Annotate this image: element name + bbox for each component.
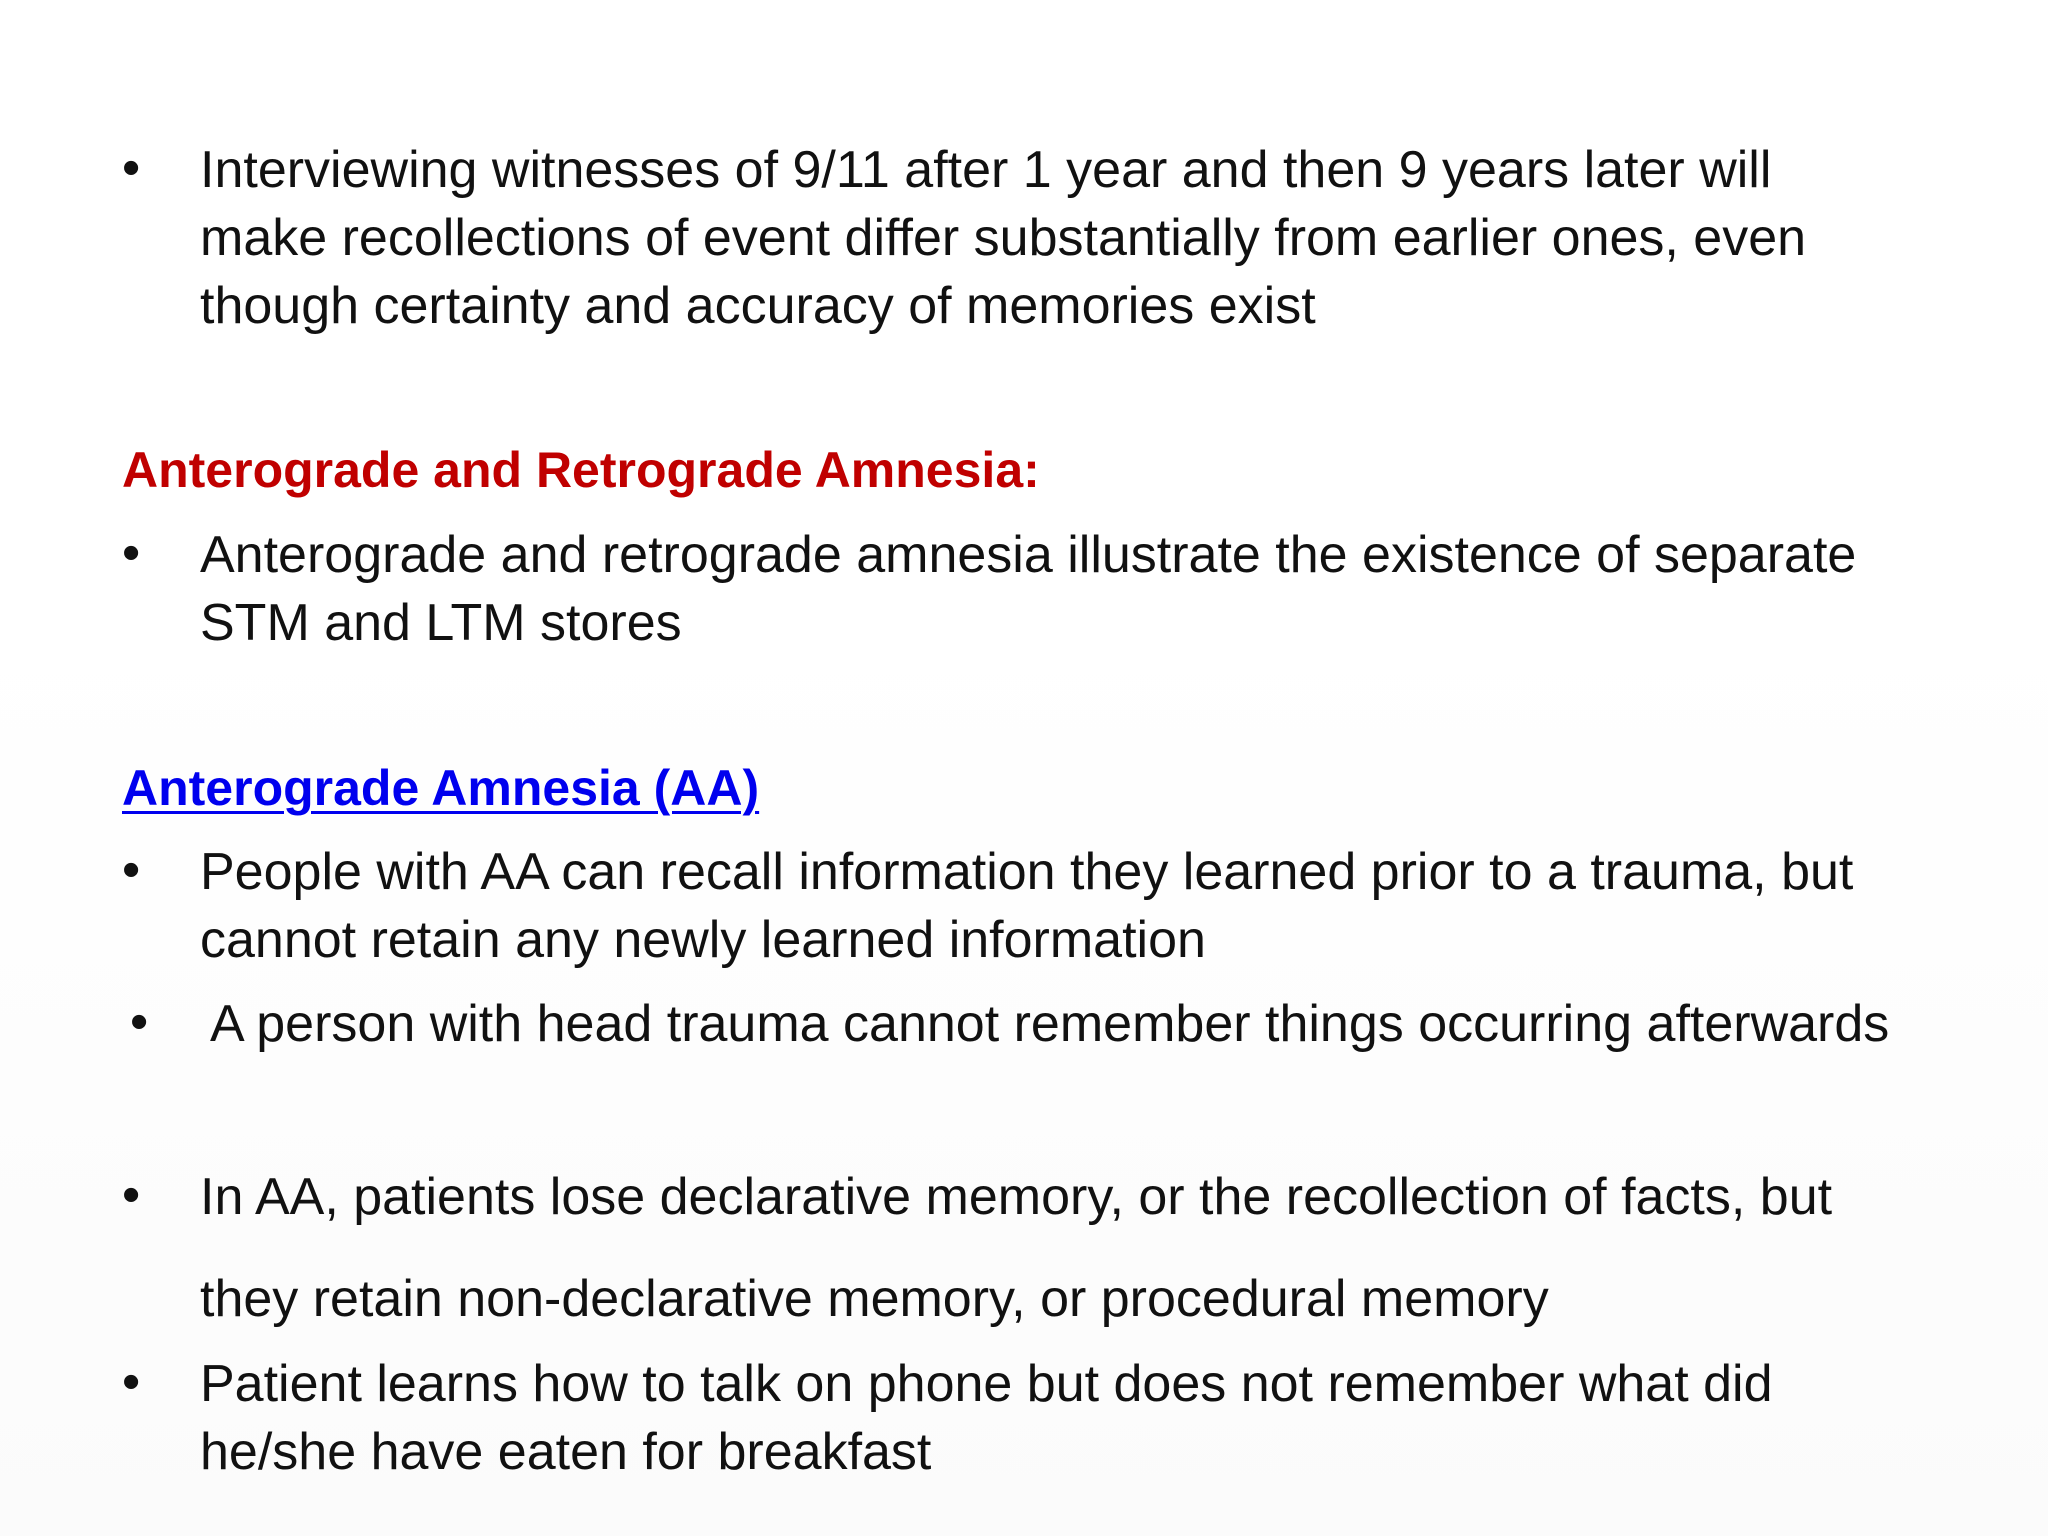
text-line: Interviewing witnesses of 9/11 after 1 year and then 9 years later will bbox=[200, 141, 1772, 199]
bullet-marker: • bbox=[122, 524, 141, 582]
bullet-marker: • bbox=[130, 993, 149, 1051]
text-line: A person with head trauma cannot remember things occurring afterwards bbox=[210, 995, 1890, 1053]
bullet-text-separate-stores bbox=[200, 521, 1960, 657]
bullet-text-aa-recall bbox=[200, 838, 1960, 974]
text-line: People with AA can recall information they learned prior to a trauma, but bbox=[200, 843, 1854, 901]
bullet-marker: • bbox=[122, 1353, 141, 1411]
text-line: they retain non-declarative memory, or procedural memory bbox=[200, 1270, 1549, 1328]
text-line: STM and LTM stores bbox=[200, 594, 682, 652]
bullet-marker: • bbox=[122, 841, 141, 899]
bullet-marker: • bbox=[122, 139, 141, 197]
text-line: though certainty and accuracy of memories exist bbox=[200, 277, 1316, 335]
section-heading-aa-link[interactable]: Anterograde Amnesia (AA) bbox=[122, 760, 760, 816]
bullet-marker: • bbox=[122, 1166, 141, 1224]
text-line: Anterograde and retrograde amnesia illustrate the existence of separate bbox=[200, 526, 1857, 584]
text-line: In AA, patients lose declarative memory, or the recollection of facts, but bbox=[200, 1168, 1833, 1226]
bullet-text-witnesses bbox=[200, 136, 1960, 340]
bullet-text-declarative bbox=[200, 1163, 1960, 1333]
text-line: he/she have eaten for breakfast bbox=[200, 1423, 932, 1481]
text-line: Patient learns how to talk on phone but does not remember what did bbox=[200, 1355, 1773, 1413]
bullet-text-head-trauma bbox=[210, 990, 1970, 1058]
section-heading-amnesia: Anterograde and Retrograde Amnesia: bbox=[122, 442, 1040, 498]
text-line: cannot retain any newly learned information bbox=[200, 911, 1206, 969]
bullet-text-phone-breakfast bbox=[200, 1350, 1960, 1486]
text-line: make recollections of event differ substantially from earlier ones, even bbox=[200, 209, 1807, 267]
